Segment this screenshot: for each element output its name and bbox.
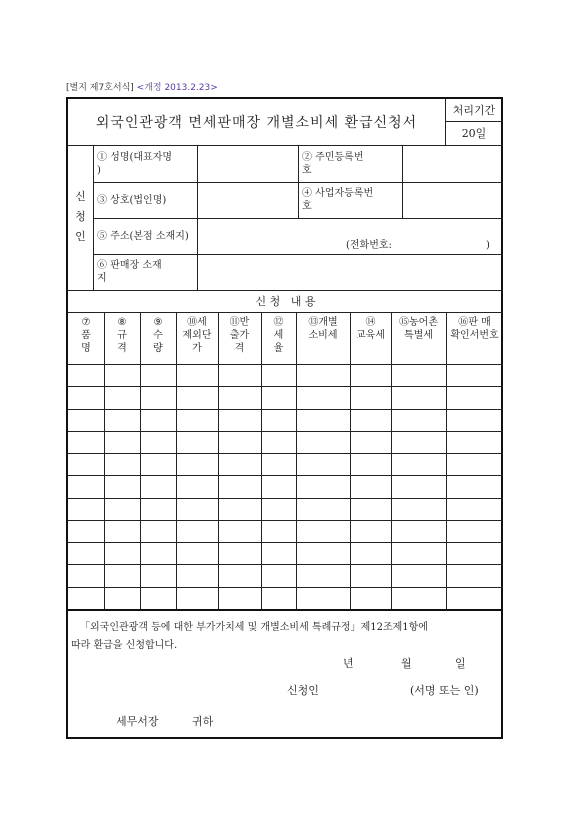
table-cell[interactable] [262,410,295,430]
table-cell[interactable] [141,432,175,452]
table-cell[interactable] [177,521,217,541]
table-cell[interactable] [351,543,390,563]
table-cell[interactable] [69,387,103,407]
table-cell[interactable] [219,588,260,608]
form-reference [66,80,218,93]
table-cell[interactable] [447,387,502,407]
table-cell[interactable] [69,499,103,519]
table-cell[interactable] [105,476,139,496]
table-cell[interactable] [141,521,175,541]
table-cell[interactable] [297,565,349,585]
table-cell[interactable] [447,476,502,496]
name-label-line2: ) [97,165,101,176]
table-cell[interactable] [141,410,175,430]
table-cell[interactable] [351,521,390,541]
details-title-line [68,312,503,313]
column-header: ⑬개별 소비세 [308,317,338,341]
applicant-signature-field[interactable] [328,679,406,699]
shop-location-label-line2: 지 [97,273,107,284]
table-cell[interactable] [351,387,390,407]
table-cell[interactable] [219,410,260,430]
table-cell[interactable] [177,365,217,385]
table-cell[interactable] [297,521,349,541]
month-label: 월 [401,657,412,670]
addressee-label: 세무서장 [116,715,159,728]
table-cell[interactable] [219,454,260,474]
table-cell[interactable] [105,454,139,474]
table-cell[interactable] [392,521,445,541]
table-cell[interactable] [262,588,295,608]
table-cell[interactable] [351,499,390,519]
applicant-sign-label: 신청인 [287,684,319,697]
processing-period-value: 20일 [461,127,487,140]
table-cell[interactable] [351,432,390,452]
table-cell[interactable] [297,454,349,474]
column-header: ⑧ 규 격 [117,317,127,354]
name-label [97,151,172,177]
business-number-label-line2: 호 [302,201,312,212]
table-cell[interactable] [351,588,390,608]
table-cell[interactable] [105,543,139,563]
details-section-title: 신 청 내 용 [255,295,316,308]
table-cell[interactable] [262,565,295,585]
honorific-label: 귀하 [192,715,214,728]
table-cell[interactable] [219,543,260,563]
table-cell[interactable] [69,432,103,452]
table-cell[interactable] [351,476,390,496]
column-header: ⑪반 출가 격 [229,317,250,354]
table-cell[interactable] [447,410,502,430]
table-cell[interactable] [447,454,502,474]
business-number-label [302,187,373,213]
resident-number-label [302,151,363,177]
table-cell[interactable] [105,410,139,430]
declaration-statement-line1: 「외국인관광객 등에 대한 부가가치세 및 개별소비세 특례규정」제12조제1항에 [80,622,428,633]
table-cell[interactable] [141,499,175,519]
table-cell[interactable] [177,476,217,496]
processing-divider [445,121,503,122]
table-cell[interactable] [105,565,139,585]
table-cell[interactable] [447,365,502,385]
table-cell[interactable] [392,432,445,452]
table-cell[interactable] [262,499,295,519]
table-cell[interactable] [219,432,260,452]
table-cell[interactable] [69,365,103,385]
applicant-bottom-line [68,290,503,291]
table-cell[interactable] [297,387,349,407]
phone-label: (전화번호: [346,240,392,251]
applicant-section-label: 신 청 인 [75,190,86,243]
table-cell[interactable] [392,499,445,519]
table-cell[interactable] [447,499,502,519]
table-cell[interactable] [219,387,260,407]
refund-application-form [66,97,503,739]
table-cell[interactable] [141,543,175,563]
table-cell[interactable] [177,588,217,608]
table-cell[interactable] [177,410,217,430]
table-cell[interactable] [69,454,103,474]
table-cell[interactable] [141,454,175,474]
table-cell[interactable] [447,521,502,541]
table-cell[interactable] [69,410,103,430]
table-cell[interactable] [141,588,175,608]
table-cell[interactable] [219,521,260,541]
signature-label: (서명 또는 인) [410,684,479,697]
table-cell[interactable] [392,476,445,496]
table-cell[interactable] [105,387,139,407]
table-cell[interactable] [177,499,217,519]
table-cell[interactable] [447,588,502,608]
table-cell[interactable] [297,365,349,385]
table-cell[interactable] [262,432,295,452]
processing-period-label: 처리기간 [452,104,496,117]
table-cell[interactable] [141,565,175,585]
table-cell[interactable] [177,543,217,563]
shop-location-label [97,259,162,285]
form-title: 외국인관광객 면세판매장 개별소비세 환급신청서 [95,115,418,131]
table-cell[interactable] [141,365,175,385]
company-name-field[interactable] [198,183,297,218]
table-cell[interactable] [105,588,139,608]
column-header: ⑨ 수 량 [153,317,163,354]
table-cell[interactable] [447,543,502,563]
table-cell[interactable] [297,588,349,608]
table-cell[interactable] [69,565,103,585]
table-cell[interactable] [351,365,390,385]
table-cell[interactable] [219,565,260,585]
table-cell[interactable] [297,499,349,519]
business-number-field[interactable] [403,183,503,218]
column-header: ⑮농어촌 특별세 [399,317,438,341]
table-cell[interactable] [69,521,103,541]
column-header: ⑩세 제외단 가 [182,317,212,354]
table-cell[interactable] [141,387,175,407]
table-cell[interactable] [392,543,445,563]
name-field[interactable] [198,146,297,181]
table-cell[interactable] [392,588,445,608]
form-number: [별지 제7호서식] [66,83,134,93]
resident-number-label-line2: 호 [302,165,312,176]
table-cell[interactable] [297,432,349,452]
table-cell[interactable] [351,454,390,474]
table-cell[interactable] [177,387,217,407]
revision-note: <개정 2013.2.23> [136,83,218,93]
table-cell[interactable] [447,432,502,452]
table-cell[interactable] [105,499,139,519]
table-cell[interactable] [141,476,175,496]
resident-number-field[interactable] [403,146,503,181]
table-cell[interactable] [392,365,445,385]
applicant-mid-divider [298,145,299,218]
table-cell[interactable] [105,432,139,452]
table-cell[interactable] [297,543,349,563]
table-cell[interactable] [262,543,295,563]
column-header: ⑫ 세 율 [273,317,284,354]
table-cell[interactable] [105,365,139,385]
table-cell[interactable] [262,476,295,496]
table-cell[interactable] [262,454,295,474]
name-label-line1: ① 성명(대표자명 [97,152,173,163]
table-cell[interactable] [69,543,103,563]
table-cell[interactable] [219,499,260,519]
table-cell[interactable] [297,410,349,430]
table-cell[interactable] [177,565,217,585]
business-number-label-line1: ④ 사업자등록번 [302,188,374,199]
resident-number-label-line1: ② 주민등록번 [302,152,364,163]
table-cell[interactable] [351,410,390,430]
company-name-label: ③ 상호(법인명) [97,195,167,206]
details-bottom-line [68,609,503,611]
address-label: ⑤ 주소(본점 소재지) [97,231,189,242]
table-cell[interactable] [69,588,103,608]
table-cell[interactable] [177,432,217,452]
column-header: ⑭ 교육세 [356,317,385,341]
table-cell[interactable] [105,521,139,541]
table-cell[interactable] [447,565,502,585]
table-cell[interactable] [219,476,260,496]
shop-location-label-line1: ⑥ 판매장 소재 [97,260,162,271]
phone-close: ) [486,240,490,251]
column-header: ⑦ 품 명 [81,317,91,354]
table-cell[interactable] [351,565,390,585]
table-cell[interactable] [262,387,295,407]
table-cell[interactable] [297,476,349,496]
declaration-statement-line2: 따라 환급을 신청합니다. [71,640,178,651]
table-cell[interactable] [392,387,445,407]
table-cell[interactable] [392,410,445,430]
day-label: 일 [455,657,466,670]
table-cell[interactable] [69,476,103,496]
year-label: 년 [343,657,354,670]
table-cell[interactable] [392,454,445,474]
table-cell[interactable] [219,365,260,385]
table-cell[interactable] [392,565,445,585]
table-cell[interactable] [262,365,295,385]
shop-location-field[interactable] [198,255,503,290]
column-header: ⑯판 매 확인서번호 [450,317,499,341]
table-cell[interactable] [177,454,217,474]
table-cell[interactable] [262,521,295,541]
